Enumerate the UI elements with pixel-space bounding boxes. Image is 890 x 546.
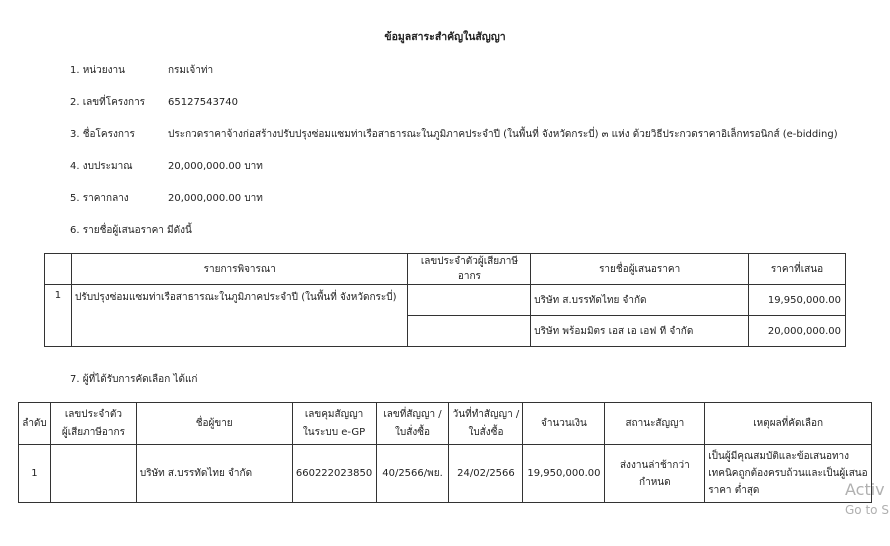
- header-tax-id: [50, 403, 136, 445]
- field-project-name: [70, 128, 838, 142]
- cell-reason: เป็นผู้มีคุณสมบัติและข้อเสนอทางเทคนิคถูกต้องครบถ้วนและเป็นผู้เสนอราคา ต่ำสุด: [705, 445, 872, 503]
- watermark-line: Go to S: [845, 503, 889, 517]
- header-item: รายการพิจารณา: [71, 254, 407, 285]
- header-contract-date: [449, 403, 523, 445]
- table-header-row: [19, 403, 872, 445]
- field-label: 2. เลขที่โครงการ: [70, 97, 146, 108]
- header-line: เลขที่สัญญา /: [383, 408, 442, 420]
- header-line: เลขประจำตัว: [64, 408, 122, 420]
- watermark-line: Activ: [845, 480, 885, 499]
- winners-table: [18, 402, 872, 503]
- cell-tax-id: [408, 285, 531, 316]
- field-label: 3. ชื่อโครงการ: [70, 129, 135, 140]
- header-amount: จำนวนเงิน: [523, 403, 605, 445]
- header-status: สถานะสัญญา: [605, 403, 705, 445]
- header-blank: [45, 254, 72, 285]
- field-budget: [70, 160, 263, 174]
- header-reason: เหตุผลที่คัดเลือก: [705, 403, 872, 445]
- cell-tax-id: [408, 316, 531, 347]
- header-line: ในระบบ e-GP: [302, 426, 366, 438]
- header-bidder-name: รายชื่อผู้เสนอราคา: [531, 254, 749, 285]
- cell-price: 19,950,000.00: [749, 285, 846, 316]
- cell-seller: บริษัท ส.บรรทัดไทย จำกัด: [136, 445, 292, 503]
- section-winners-heading: 7. ผู้ที่ได้รับการคัดเลือก ได้แก่: [70, 374, 198, 385]
- header-contract-no: [376, 403, 449, 445]
- cell-item: ปรับปรุงซ่อมแซมท่าเรือสาธารณะในภูมิภาคประจำปี (ในพื้นที่ จังหวัดกระบี่): [71, 285, 407, 347]
- cell-tax-id: [50, 445, 136, 503]
- cell-contract-no: 40/2566/พย.: [376, 445, 449, 503]
- cell-bidder-name: บริษัท ส.บรรทัดไทย จำกัด: [531, 285, 749, 316]
- page-title: ข้อมูลสาระสำคัญในสัญญา: [384, 31, 506, 43]
- field-value: กรมเจ้าท่า: [168, 65, 214, 76]
- field-label: 5. ราคากลาง: [70, 193, 129, 204]
- field-project-number: [70, 96, 238, 110]
- header-tax-id: เลขประจำตัวผู้เสียภาษีอากร: [408, 254, 531, 285]
- cell-status: ส่งงานล่าช้ากว่ากำหนด: [605, 445, 705, 503]
- field-label: 4. งบประมาณ: [70, 161, 133, 172]
- header-seller: ชื่อผู้ขาย: [136, 403, 292, 445]
- field-label: 1. หน่วยงาน: [70, 65, 125, 76]
- header-line: ใบสั่งซื้อ: [394, 426, 430, 438]
- table-row: [45, 285, 846, 316]
- field-value: 65127543740: [168, 97, 238, 108]
- cell-seq: 1: [19, 445, 51, 503]
- field-value: 20,000,000.00 บาท: [168, 161, 263, 172]
- cell-price: 20,000,000.00: [749, 316, 846, 347]
- field-value: 20,000,000.00 บาท: [168, 193, 263, 204]
- cell-item-no: 1: [45, 285, 72, 347]
- activation-watermark: [845, 480, 889, 520]
- field-value: ประกวดราคาจ้างก่อสร้างปรับปรุงซ่อมแซมท่าเรือสาธารณะในภูมิภาคประจำปี (ในพื้นที่ จังหวัดกระบี่) ๓ แห่ง ด้วยวิธีประกวดราคาอิเล็กทรอนิกส์ (e-bidding): [168, 129, 838, 140]
- header-line: ผู้เสียภาษีอากร: [61, 426, 125, 438]
- table-row: [19, 445, 872, 503]
- bidders-table: [44, 253, 846, 347]
- cell-contract-date: 24/02/2566: [449, 445, 523, 503]
- table-header-row: [45, 254, 846, 285]
- header-line: เลขคุมสัญญา: [304, 408, 364, 420]
- header-line: วันที่ทำสัญญา /: [452, 408, 520, 420]
- cell-bidder-name: บริษัท พร้อมมิตร เอส เอ เอฟ ที จำกัด: [531, 316, 749, 347]
- section-bidders-heading: 6. รายชื่อผู้เสนอราคา มีดังนี้: [70, 225, 192, 236]
- field-agency: [70, 64, 213, 78]
- header-seq: ลำดับ: [19, 403, 51, 445]
- header-price: ราคาที่เสนอ: [749, 254, 846, 285]
- cell-amount: 19,950,000.00: [523, 445, 605, 503]
- header-line: ใบสั่งซื้อ: [468, 426, 504, 438]
- cell-control-no: 660222023850: [292, 445, 376, 503]
- header-control-no: [292, 403, 376, 445]
- field-median-price: [70, 192, 263, 206]
